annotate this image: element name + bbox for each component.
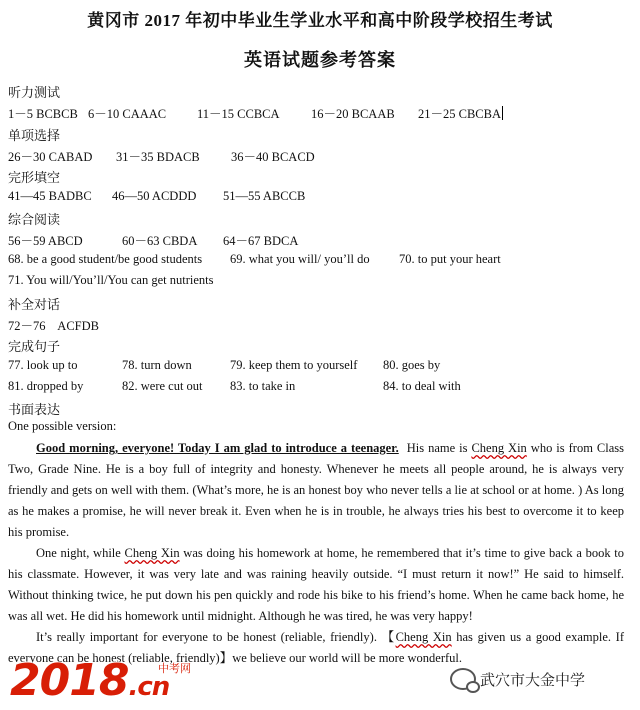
reading-answers-68-70 xyxy=(0,252,640,270)
answer-group: 11－15 CCBCA xyxy=(197,107,280,121)
answer-group: 41—45 BADBC xyxy=(8,189,92,203)
answer-group: 1－5 BCBCB xyxy=(8,107,78,121)
student-name: Cheng Xin xyxy=(124,546,180,560)
answer-group xyxy=(418,104,503,122)
sentence-answers-row-1 xyxy=(0,358,640,376)
answer-82: 82. were cut out xyxy=(122,379,203,393)
section-heading-reading: 综合阅读 xyxy=(8,213,61,228)
answer-group: 46—50 ACDDD xyxy=(112,189,197,203)
essay xyxy=(8,438,624,669)
section-heading-dialogue: 补全对话 xyxy=(8,298,61,313)
essay-text: His name is xyxy=(398,441,472,455)
section-heading-cloze: 完形填空 xyxy=(8,171,61,186)
reading-answers xyxy=(0,231,640,249)
site-logo xyxy=(10,655,169,705)
section-heading-sentences: 完成句子 xyxy=(8,340,61,355)
account-name: 武穴市大金中学 xyxy=(480,670,586,689)
answer-group: 6－10 CAAAC xyxy=(88,107,167,121)
essay-paragraph-1 xyxy=(8,438,624,543)
answer-text: 21－25 CBCBA xyxy=(418,107,502,121)
wechat-account-watermark xyxy=(448,668,587,690)
sentence-answers-row-2 xyxy=(0,379,640,397)
text-cursor xyxy=(502,106,503,120)
dialogue-answers: 72－76 ACFDB xyxy=(8,319,99,333)
essay-text: who is from Class Two, Grade Nine. He is a boy full of integrity and honesty. Whenever he meets all people around, he is always very friendly and gets on well with them. (What’s more, he is an honest boy who never tells a lie at school or at home. ) As long as he makes a promise, he will never break it. Even when he is in trouble, he always tries his best to overcome it to keep his promise. xyxy=(8,441,624,539)
essay-text: was doing his homework at home, he remembered that it’s time to give back a book to his classmate. However, it was very late and was raining heavily outside. “I must return it now!” He said to himself. Without thinking twice, he put down his pen quickly and rode his bike to his friend’s home. When he came back home, he was all wet. He did his homework until midnight. Although he was tired, he was very happy! xyxy=(8,546,624,623)
answer-group: 51—55 ABCCB xyxy=(223,189,306,203)
section-heading-listening: 听力测试 xyxy=(8,86,61,101)
answer-group: 56－59 ABCD xyxy=(8,234,83,248)
answer-68: 68. be a good student/be good students xyxy=(8,252,203,266)
answer-group: 36－40 BCACD xyxy=(231,150,315,164)
student-name: Cheng Xin xyxy=(395,630,452,644)
answer-group: 31－35 BDACB xyxy=(116,150,200,164)
logo-suffix: .cn xyxy=(128,672,170,702)
answer-group: 60－63 CBDA xyxy=(122,234,198,248)
essay-paragraph-2 xyxy=(8,543,624,627)
essay-text: One night, while xyxy=(36,546,125,560)
section-heading-writing: 书面表达 xyxy=(8,403,61,418)
essay-text: has given us a good example. If everyone can be honest (reliable, friendly)】we believe our world will be more wonderful. xyxy=(8,630,624,665)
single-choice-answers xyxy=(0,147,640,165)
answer-group: 26－30 CABAD xyxy=(8,150,93,164)
section-heading-single-choice: 单项选择 xyxy=(8,129,61,144)
answer-81: 81. dropped by xyxy=(8,379,84,393)
page-title: 黄冈市 2017 年初中毕业生学业水平和高中阶段学校招生考试 xyxy=(87,11,553,30)
answer-77: 77. look up to xyxy=(8,358,78,372)
answer-84: 84. to deal with xyxy=(383,379,461,393)
answer-group: 64－67 BDCA xyxy=(223,234,299,248)
site-stamp: 中考网 xyxy=(158,662,191,675)
essay-opening: Good morning, everyone! Today I am glad to introduce a teenager. xyxy=(36,441,399,455)
wechat-icon xyxy=(450,668,476,690)
cloze-answers xyxy=(0,189,640,207)
page-subtitle: 英语试题参考答案 xyxy=(244,50,396,70)
answer-79: 79. keep them to yourself xyxy=(230,358,358,372)
essay-text: It’s really important for everyone to be honest (reliable, friendly). 【 xyxy=(36,630,396,644)
answer-69: 69. what you will/ you’ll do xyxy=(230,252,370,266)
answer-78: 78. turn down xyxy=(122,358,192,372)
student-name: Cheng Xin xyxy=(471,441,527,455)
answer-70: 70. to put your heart xyxy=(399,252,501,266)
listening-answers xyxy=(0,104,640,122)
answer-83: 83. to take in xyxy=(230,379,296,393)
answer-group: 16－20 BCAAB xyxy=(311,107,395,121)
answer-80: 80. goes by xyxy=(383,358,441,372)
answer-71: 71. You will/You’ll/You can get nutrients xyxy=(8,273,214,287)
logo-text: 2018 xyxy=(10,655,129,706)
writing-intro: One possible version: xyxy=(8,419,117,433)
